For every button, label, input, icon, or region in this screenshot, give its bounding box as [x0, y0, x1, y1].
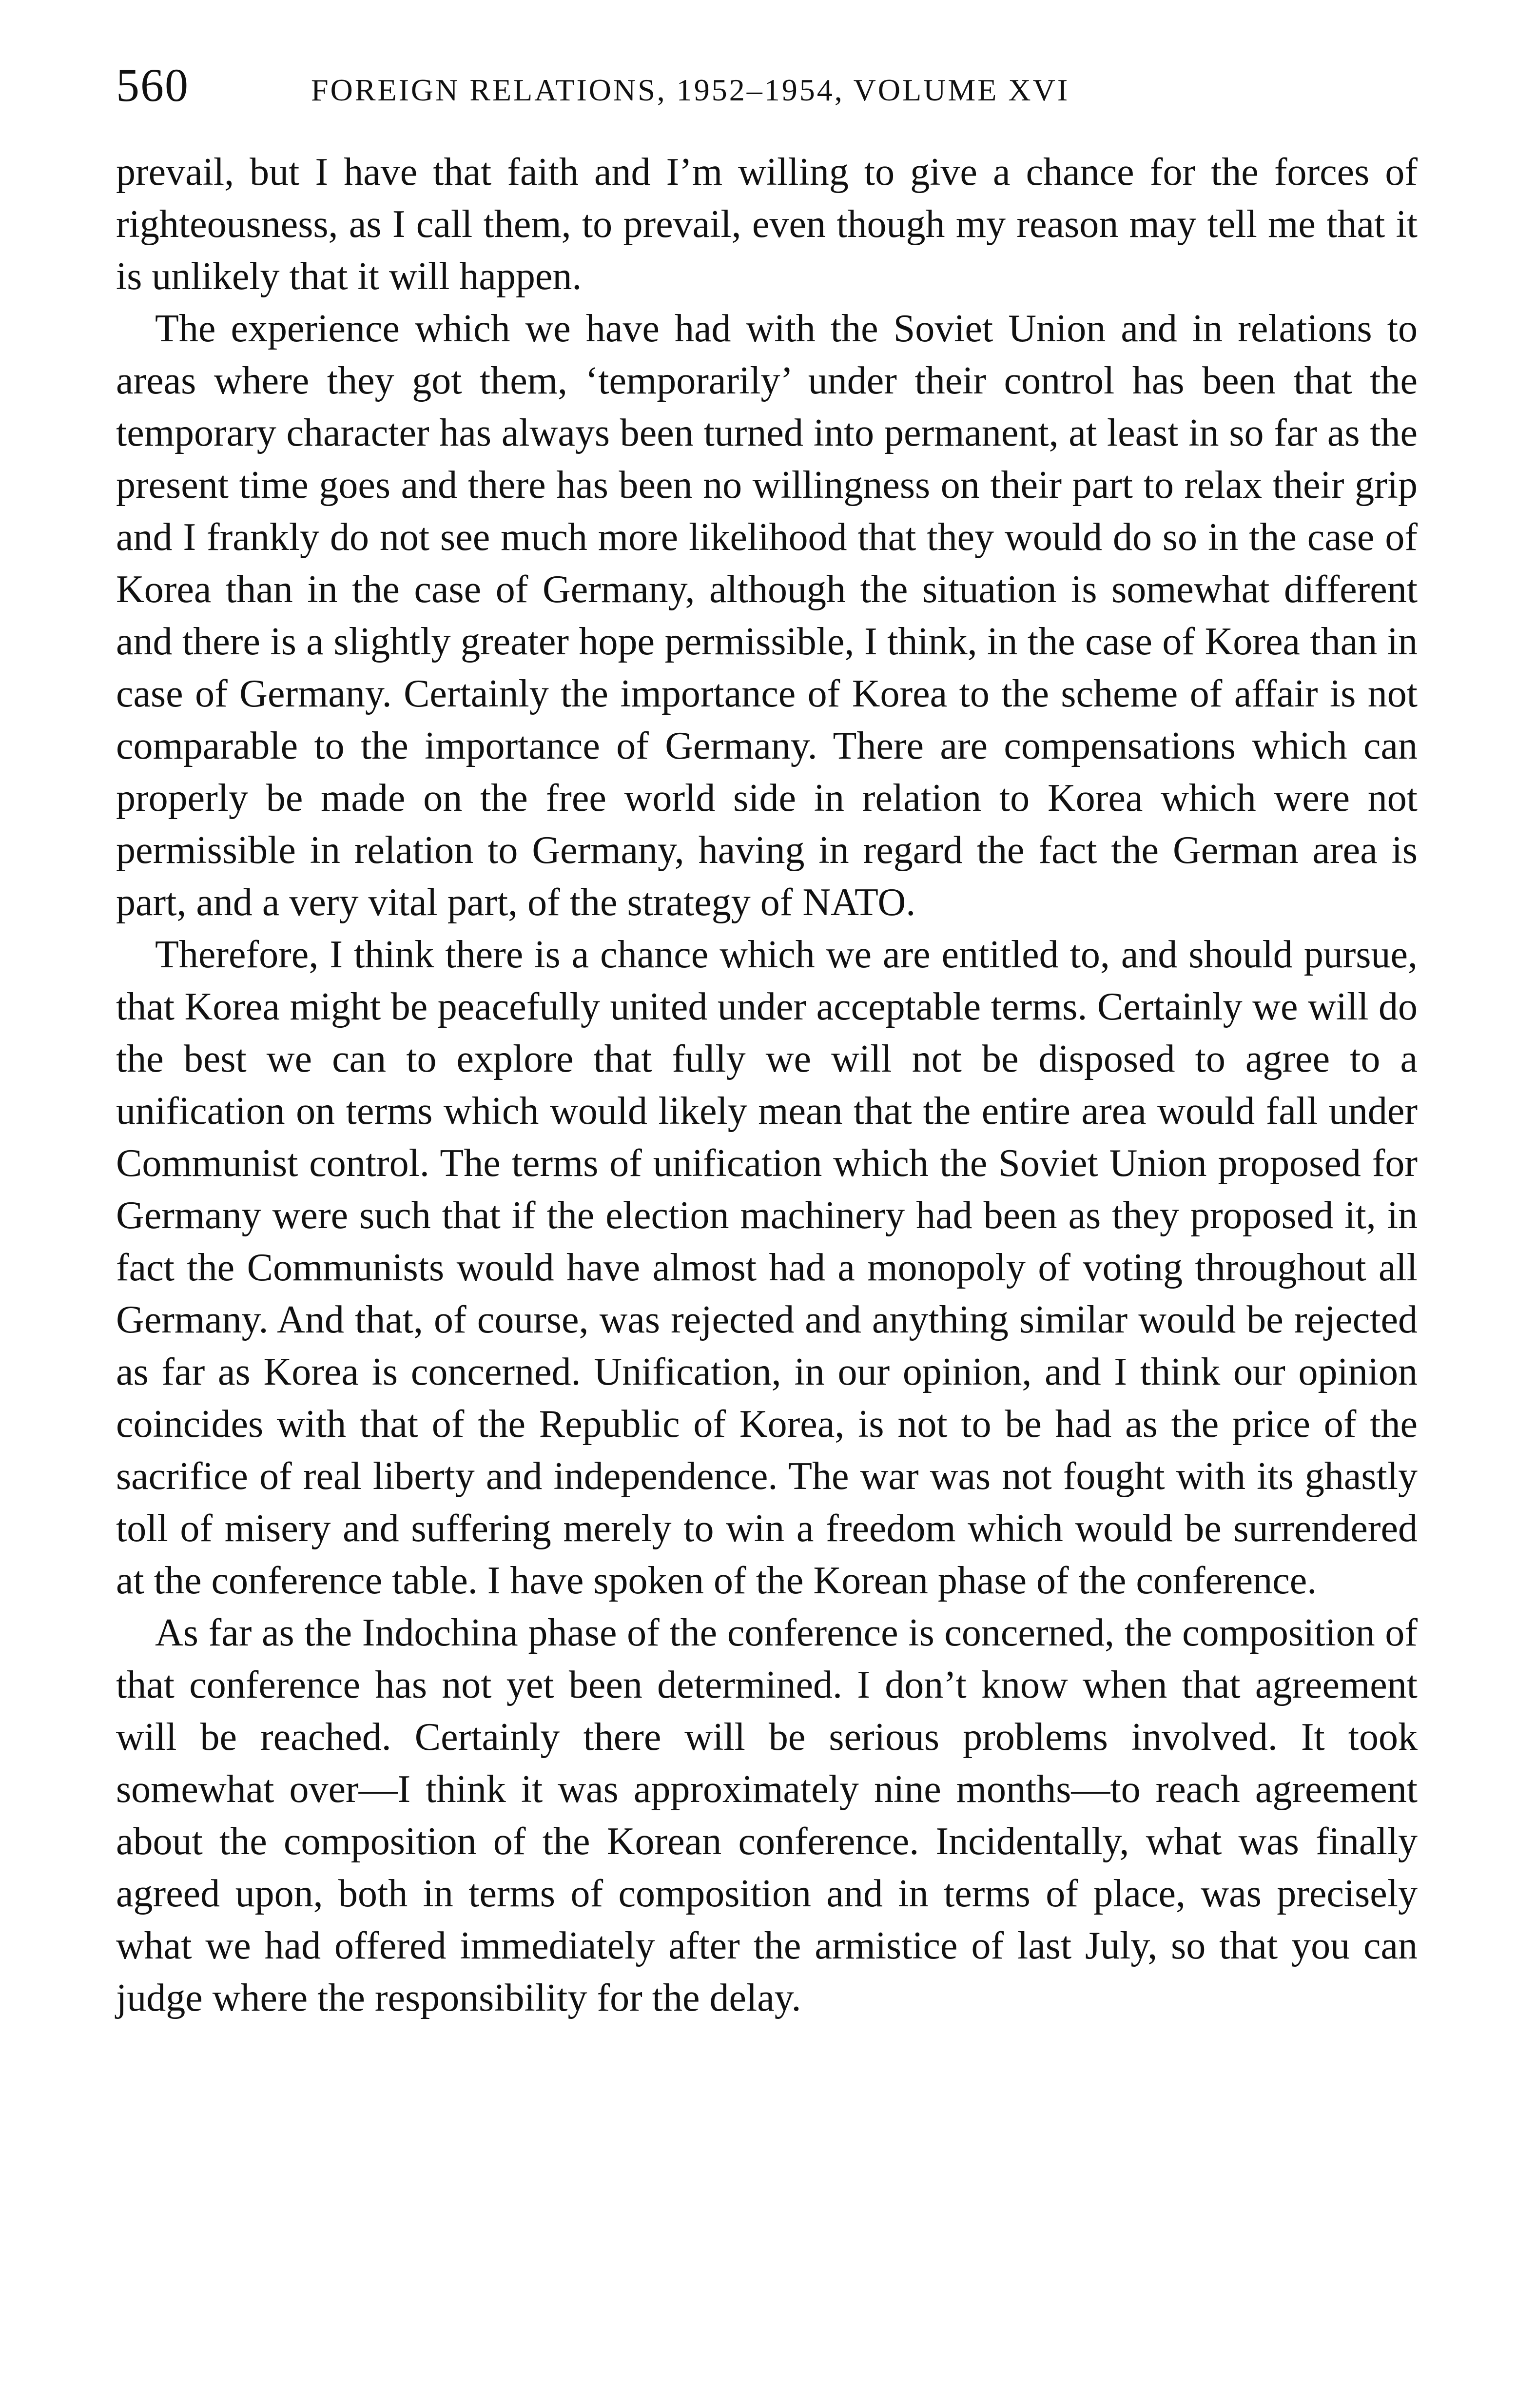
paragraph-indochina-phase: As far as the Indochina phase of the conference is concerned, the composition of that conference has not yet been determined. I don’t know when that agreement will be reached. Certainly there will be serious problems involved. It took somewhat over—I think it was approximately nine months—to reach agreement about the composition of the Korean conference. Incidentally, what was finally agreed upon, both in terms of composition and in terms of place, was precisely what we had offered immediately after the armistice of last July, so that you can judge where the responsibility for the delay.	[116, 1611, 1418, 2019]
paragraph-continued: prevail, but I have that faith and I’m willing to give a chance for the forces of righteousness, as I call them, to prevail, even though my reason may tell me that it is unlikely that it will happen.	[116, 151, 1418, 298]
running-title: FOREIGN RELATIONS, 1952–1954, VOLUME XVI	[311, 73, 1070, 107]
paragraph-korea-unification: Therefore, I think there is a chance which we are entitled to, and should pursue, that Korea might be peacefully united under acceptable terms. Certainly we will do the best we can to explore that fully we will not be disposed to agree to a unification on terms which would likely mean that the entire area would fall under Communist control. The terms of unification which the Soviet Union proposed for Germany were such that if the election machinery had been as they proposed it, in fact the Communists would have almost had a monopoly of voting throughout all Germany. And that, of course, was rejected and anything similar would be rejected as far as Korea is concerned. Unification, in our opinion, and I think our opinion coincides with that of the Republic of Korea, is not to be had as the price of the sacrifice of real liberty and independence. The war was not fought with its ghastly toll of misery and suffering merely to win a freedom which would be surrendered at the conference table. I have spoken of the Korean phase of the conference.	[116, 933, 1418, 1602]
running-head	[116, 51, 1432, 119]
body-text	[116, 146, 1418, 2024]
paragraph-soviet-experience: The experience which we have had with the Soviet Union and in relations to areas where they got them, ‘temporarily’ under their control has been that the temporary character has always been turned into permanent, at least in so far as the present time goes and there has been no willingness on their part to relax their grip and I frankly do not see much more likelihood that they would do so in the case of Korea than in the case of Germany, although the situation is somewhat different and there is a slightly greater hope permissible, I think, in the case of Korea than in case of Germany. Certainly the importance of Korea to the scheme of affair is not comparable to the importance of Germany. There are compensations which can properly be made on the free world side in relation to Korea which were not permissible in relation to Germany, having in regard the fact the German area is part, and a very vital part, of the strategy of NATO.	[116, 307, 1418, 924]
page-number: 560	[116, 59, 189, 111]
